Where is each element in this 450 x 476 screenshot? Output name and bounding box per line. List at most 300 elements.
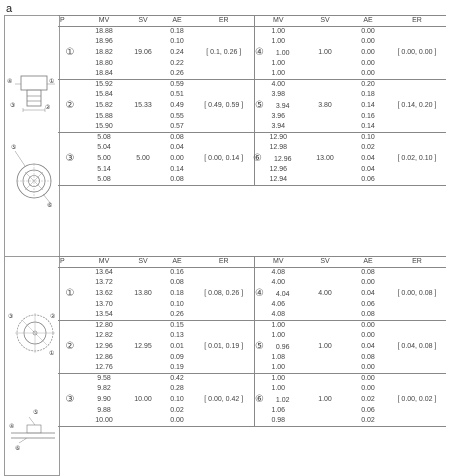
table-row bbox=[58, 321, 446, 332]
panel-a-label: a bbox=[6, 3, 13, 15]
sv-cell bbox=[126, 143, 160, 153]
table-row bbox=[58, 342, 446, 353]
er-cell-right bbox=[388, 363, 446, 374]
er-cell-right: [ 0.00, 0.02 ] bbox=[397, 396, 437, 404]
er-cell-right bbox=[388, 143, 446, 153]
ae-cell: 0.08 bbox=[170, 134, 184, 142]
ae-cell-right: 0.00 bbox=[361, 38, 375, 46]
er-cell: [ 0.00, 0.42 ] bbox=[194, 395, 254, 406]
mv-cell: 12.86 bbox=[95, 353, 113, 361]
ae-cell: 0.01 bbox=[170, 343, 184, 351]
point-id-cell bbox=[58, 384, 82, 394]
er-cell bbox=[194, 90, 254, 100]
col-header-er: ER bbox=[194, 16, 254, 27]
drawing-label-b-5: ⑤ bbox=[33, 410, 39, 416]
sv-cell-right bbox=[302, 278, 348, 288]
er-cell bbox=[194, 165, 254, 175]
er-cell bbox=[194, 363, 254, 374]
er-cell bbox=[194, 384, 254, 394]
mv-cell: 13.62 bbox=[95, 290, 113, 298]
mv-value-right: 1.02 bbox=[275, 396, 290, 404]
er-cell bbox=[194, 406, 254, 416]
ae-cell-right: 0.02 bbox=[348, 416, 388, 427]
col-header-p: P bbox=[58, 16, 82, 27]
point-id-right: ⑥ bbox=[254, 393, 264, 405]
ae-cell-right: 0.00 bbox=[361, 279, 375, 287]
table-row bbox=[58, 331, 446, 341]
er-cell-right bbox=[388, 122, 446, 133]
col-header-p: P bbox=[58, 257, 82, 268]
sv-cell-right bbox=[302, 59, 348, 69]
er-cell-right: [ 0.00, 0.00 ] bbox=[397, 49, 437, 57]
ae-cell-right: 0.20 bbox=[361, 81, 375, 89]
ae-cell: 0.10 bbox=[170, 38, 184, 46]
table-header-row bbox=[58, 257, 446, 268]
ae-cell: 0.42 bbox=[170, 375, 184, 383]
table-row bbox=[58, 27, 446, 38]
er-cell-right bbox=[388, 112, 446, 122]
mv-cell: 15.82 bbox=[95, 102, 113, 110]
table-row bbox=[58, 48, 446, 59]
er-cell-right bbox=[388, 165, 446, 175]
mv-cell-right: 1.00 bbox=[271, 59, 286, 67]
mv-cell-right: 1.00 bbox=[254, 69, 302, 80]
mv-cell: 15.90 bbox=[82, 122, 126, 133]
mv-cell-right bbox=[254, 289, 302, 300]
sv-cell-right bbox=[302, 384, 348, 394]
ae-cell: 0.19 bbox=[160, 363, 194, 374]
sv-cell bbox=[126, 122, 160, 133]
mv-cell: 12.80 bbox=[95, 322, 113, 330]
mv-cell-right: 4.08 bbox=[271, 269, 286, 277]
sv-cell-right bbox=[302, 416, 348, 427]
mv-cell: 9.88 bbox=[97, 406, 111, 414]
ae-cell-right: 0.08 bbox=[361, 353, 375, 361]
er-cell-right bbox=[388, 80, 446, 91]
sv-cell bbox=[126, 374, 160, 385]
ae-cell-right: 0.00 bbox=[348, 363, 388, 374]
sv-cell bbox=[126, 37, 160, 47]
ae-cell: 0.10 bbox=[170, 396, 184, 404]
ae-cell-right: 0.00 bbox=[361, 59, 375, 67]
table-row bbox=[58, 406, 446, 416]
sv-cell bbox=[126, 278, 160, 288]
col-header-ae-right: AE bbox=[348, 16, 388, 27]
point-id-cell bbox=[58, 27, 82, 38]
point-id-cell: ① bbox=[65, 47, 75, 59]
mv-cell: 9.58 bbox=[97, 375, 111, 383]
mv-cell: 13.72 bbox=[95, 279, 113, 287]
mv-cell: 5.00 bbox=[97, 155, 111, 163]
point-id-cell bbox=[58, 363, 82, 374]
er-cell-right: [ 0.02, 0.10 ] bbox=[397, 155, 437, 163]
ae-cell-right: 0.16 bbox=[361, 112, 375, 120]
mv-value-right: 4.04 bbox=[275, 290, 290, 298]
er-cell bbox=[194, 69, 254, 80]
sv-cell-right bbox=[302, 122, 348, 133]
ae-cell-right: 0.14 bbox=[361, 102, 375, 110]
er-cell bbox=[194, 321, 254, 332]
ae-cell-right: 0.10 bbox=[361, 134, 375, 142]
ae-cell-right: 0.00 bbox=[361, 49, 375, 57]
sv-cell-right bbox=[302, 321, 348, 332]
sv-cell bbox=[126, 353, 160, 363]
point-id-cell bbox=[58, 122, 82, 133]
point-id-cell bbox=[58, 112, 82, 122]
point-id-cell: ② bbox=[65, 100, 75, 112]
ae-cell-right: 0.00 bbox=[361, 332, 375, 340]
table-row bbox=[58, 374, 446, 385]
point-id-cell bbox=[58, 300, 82, 310]
point-id-cell bbox=[58, 331, 82, 341]
ae-cell: 0.14 bbox=[170, 165, 184, 173]
ae-cell: 0.00 bbox=[160, 416, 194, 427]
sv-cell-right bbox=[302, 175, 348, 186]
sv-cell-right: 1.00 bbox=[318, 343, 332, 351]
sv-cell bbox=[126, 321, 160, 332]
mv-cell-right: 1.00 bbox=[271, 375, 286, 383]
sv-cell bbox=[126, 165, 160, 175]
col-header-sv: SV bbox=[126, 257, 160, 268]
mv-cell: 10.00 bbox=[82, 416, 126, 427]
sv-cell: 13.80 bbox=[134, 290, 152, 298]
ae-cell-right: 0.08 bbox=[361, 269, 375, 277]
mv-cell: 13.64 bbox=[95, 269, 113, 277]
sv-cell-right bbox=[302, 268, 348, 279]
mv-cell: 12.96 bbox=[95, 343, 113, 351]
drawing-label-b-2: ② bbox=[50, 314, 56, 320]
sv-cell bbox=[126, 112, 160, 122]
mv-cell: 13.70 bbox=[95, 300, 113, 308]
sv-cell: 12.95 bbox=[134, 343, 152, 351]
sv-cell bbox=[126, 69, 160, 80]
table-row bbox=[58, 80, 446, 91]
point-id-cell bbox=[58, 321, 82, 332]
sv-cell-right bbox=[302, 331, 348, 341]
sv-cell bbox=[126, 175, 160, 186]
er-cell bbox=[194, 133, 254, 144]
table-row bbox=[58, 395, 446, 406]
table-row bbox=[58, 90, 446, 100]
er-cell bbox=[194, 416, 254, 427]
ae-cell-right: 0.06 bbox=[361, 300, 375, 308]
sv-cell-right: 13.00 bbox=[316, 155, 334, 163]
mv-cell-right: 1.00 bbox=[271, 322, 286, 330]
er-cell-right bbox=[388, 133, 446, 144]
sv-cell: 5.00 bbox=[136, 155, 150, 163]
point-id-cell bbox=[58, 90, 82, 100]
mv-cell-right bbox=[254, 101, 302, 112]
sv-cell-right bbox=[302, 133, 348, 144]
col-header-sv-right: SV bbox=[302, 257, 348, 268]
sv-cell-right: 1.00 bbox=[318, 396, 332, 404]
sv-cell bbox=[126, 310, 160, 321]
ae-cell: 0.00 bbox=[170, 155, 184, 163]
point-id-cell bbox=[58, 59, 82, 69]
sv-cell: 10.00 bbox=[134, 396, 152, 404]
sv-cell bbox=[126, 416, 160, 427]
point-id-cell bbox=[58, 165, 82, 175]
drawing-label-b-1: ① bbox=[49, 351, 55, 357]
ae-cell-right: 0.08 bbox=[348, 310, 388, 321]
panel-b-drawing bbox=[4, 256, 60, 476]
col-header-er-right: ER bbox=[388, 16, 446, 27]
mv-cell: 9.82 bbox=[97, 385, 111, 393]
table-row bbox=[58, 363, 446, 374]
sv-cell bbox=[126, 27, 160, 38]
table-row bbox=[58, 268, 446, 279]
col-header-mv: MV bbox=[82, 257, 126, 268]
table-row bbox=[58, 278, 446, 288]
er-cell bbox=[194, 122, 254, 133]
table-row bbox=[58, 122, 446, 133]
mv-cell-right: 4.08 bbox=[254, 310, 302, 321]
sv-cell-right bbox=[302, 374, 348, 385]
ae-cell: 0.59 bbox=[170, 81, 184, 89]
ae-cell: 0.09 bbox=[170, 353, 184, 361]
ae-cell-right: 0.00 bbox=[361, 28, 375, 36]
er-cell bbox=[194, 278, 254, 288]
ae-cell: 0.55 bbox=[170, 112, 184, 120]
ae-cell: 0.13 bbox=[170, 332, 184, 340]
mv-cell-right: 3.94 bbox=[254, 122, 302, 133]
point-id-right: ④ bbox=[254, 287, 264, 299]
table-row bbox=[58, 143, 446, 153]
mv-value-right: 12.96 bbox=[273, 155, 292, 163]
table-header-row bbox=[58, 16, 446, 27]
er-cell bbox=[194, 374, 254, 385]
er-cell bbox=[194, 175, 254, 186]
ae-cell-right: 0.00 bbox=[361, 385, 375, 393]
mv-cell: 12.82 bbox=[95, 332, 113, 340]
table-row bbox=[58, 101, 446, 112]
point-id-right: ⑤ bbox=[254, 99, 264, 111]
sv-cell bbox=[126, 406, 160, 416]
sv-cell-right: 1.00 bbox=[318, 49, 332, 57]
mv-cell-right: 0.98 bbox=[254, 416, 302, 427]
er-cell bbox=[194, 80, 254, 91]
sv-cell-right bbox=[302, 406, 348, 416]
er-cell-right bbox=[388, 416, 446, 427]
sv-cell bbox=[126, 300, 160, 310]
table-row bbox=[58, 384, 446, 394]
drawing-label-b-4: ④ bbox=[9, 424, 15, 430]
mv-cell: 18.88 bbox=[95, 28, 113, 36]
ae-cell: 0.16 bbox=[170, 269, 184, 277]
er-cell-right: [ 0.00, 0.08 ] bbox=[397, 290, 437, 298]
er-cell-right bbox=[388, 384, 446, 394]
er-cell bbox=[194, 59, 254, 69]
ae-cell: 0.02 bbox=[170, 406, 184, 414]
table-row bbox=[58, 300, 446, 310]
sv-cell: 19.06 bbox=[134, 49, 152, 57]
er-cell: [ 0.49, 0.59 ] bbox=[194, 101, 254, 112]
drawing-label-a-2: ② bbox=[45, 105, 51, 111]
drawing-label-a-3: ③ bbox=[10, 103, 16, 109]
sv-cell bbox=[126, 268, 160, 279]
table-row bbox=[58, 154, 446, 165]
mv-value-right: 3.94 bbox=[275, 102, 290, 110]
point-id-right: ④ bbox=[254, 46, 264, 58]
panel-a-table bbox=[58, 15, 446, 186]
table-row bbox=[58, 165, 446, 175]
col-header-ae-right: AE bbox=[348, 257, 388, 268]
point-id-cell bbox=[58, 133, 82, 144]
mv-cell-right: 3.96 bbox=[271, 112, 286, 120]
ae-cell: 0.26 bbox=[160, 69, 194, 80]
point-id-cell bbox=[58, 374, 82, 385]
ae-cell-right: 0.04 bbox=[361, 165, 375, 173]
panel-a-drawing bbox=[4, 15, 60, 261]
ae-cell: 0.57 bbox=[160, 122, 194, 133]
drawing-label-a-5: ⑤ bbox=[11, 145, 17, 151]
point-id-cell bbox=[58, 310, 82, 321]
er-cell-right bbox=[388, 331, 446, 341]
er-cell-right bbox=[388, 374, 446, 385]
col-header-ae: AE bbox=[160, 16, 194, 27]
mv-cell-right bbox=[254, 395, 302, 406]
er-cell bbox=[194, 310, 254, 321]
point-id-cell bbox=[58, 353, 82, 363]
mv-cell-right: 4.00 bbox=[271, 279, 286, 287]
ae-cell-right: 0.00 bbox=[361, 322, 375, 330]
sv-cell bbox=[126, 59, 160, 69]
panel-b-table bbox=[58, 256, 446, 427]
sv-cell bbox=[126, 384, 160, 394]
col-header-sv-right: SV bbox=[302, 16, 348, 27]
er-cell-right: [ 0.04, 0.08 ] bbox=[397, 343, 437, 351]
mv-cell: 15.92 bbox=[95, 81, 113, 89]
mv-cell: 18.96 bbox=[95, 38, 113, 46]
mv-cell: 5.14 bbox=[97, 165, 111, 173]
er-cell-right bbox=[388, 175, 446, 186]
mv-cell-right: 4.00 bbox=[271, 81, 286, 89]
sv-cell bbox=[126, 331, 160, 341]
sv-cell-right bbox=[302, 310, 348, 321]
ae-cell-right: 0.02 bbox=[361, 396, 375, 404]
mv-cell-right: 1.08 bbox=[271, 353, 286, 361]
ae-cell-right: 0.00 bbox=[361, 375, 375, 383]
sv-cell-right bbox=[302, 165, 348, 175]
er-cell-right bbox=[388, 310, 446, 321]
mv-cell: 9.90 bbox=[97, 396, 111, 404]
sv-cell-right bbox=[302, 69, 348, 80]
er-cell bbox=[194, 353, 254, 363]
drawing-label-a-4: ④ bbox=[7, 79, 13, 85]
ae-cell: 0.04 bbox=[170, 144, 184, 152]
mv-value-right: 1.00 bbox=[275, 49, 290, 57]
point-id-right: ⑤ bbox=[254, 340, 264, 352]
mv-cell-right bbox=[254, 154, 302, 165]
ae-cell: 0.24 bbox=[170, 49, 184, 57]
sv-cell-right bbox=[302, 112, 348, 122]
ae-cell: 0.08 bbox=[160, 175, 194, 186]
mv-cell-right bbox=[254, 48, 302, 59]
point-id-cell: ① bbox=[65, 288, 75, 300]
mv-cell: 18.82 bbox=[95, 49, 113, 57]
er-cell-right: [ 0.14, 0.20 ] bbox=[397, 102, 437, 110]
drawing-label-b-6: ⑥ bbox=[15, 446, 21, 452]
sv-cell-right bbox=[302, 27, 348, 38]
table-row bbox=[58, 133, 446, 144]
mv-cell-right: 12.96 bbox=[269, 165, 288, 173]
mv-cell: 18.80 bbox=[95, 59, 113, 67]
ae-cell-right: 0.04 bbox=[361, 290, 375, 298]
er-cell-right bbox=[388, 27, 446, 38]
mv-cell-right: 1.00 bbox=[271, 28, 286, 36]
sv-cell-right: 4.00 bbox=[318, 290, 332, 298]
ae-cell-right: 0.04 bbox=[361, 155, 375, 163]
er-cell bbox=[194, 37, 254, 47]
er-cell bbox=[194, 112, 254, 122]
table-row bbox=[58, 310, 446, 321]
table-row bbox=[58, 37, 446, 47]
sv-cell-right bbox=[302, 300, 348, 310]
point-id-cell bbox=[58, 278, 82, 288]
col-header-mv-right: MV bbox=[254, 16, 302, 27]
ae-cell-right: 0.14 bbox=[348, 122, 388, 133]
point-id-cell: ② bbox=[65, 341, 75, 353]
ae-cell: 0.18 bbox=[170, 28, 184, 36]
mv-cell-right: 1.00 bbox=[271, 385, 286, 393]
ae-cell: 0.51 bbox=[170, 91, 184, 99]
mv-cell-right: 1.00 bbox=[271, 38, 286, 46]
point-id-cell bbox=[58, 268, 82, 279]
er-cell-right bbox=[388, 300, 446, 310]
sv-cell: 15.33 bbox=[134, 102, 152, 110]
ae-cell: 0.26 bbox=[160, 310, 194, 321]
sv-cell-right bbox=[302, 80, 348, 91]
er-cell-right bbox=[388, 59, 446, 69]
col-header-er-right: ER bbox=[388, 257, 446, 268]
mv-cell-right: 3.98 bbox=[271, 91, 286, 99]
ae-cell-right: 0.18 bbox=[361, 91, 375, 99]
mv-cell-right: 1.00 bbox=[254, 363, 302, 374]
table-row bbox=[58, 175, 446, 186]
sv-cell bbox=[126, 133, 160, 144]
mv-cell: 12.76 bbox=[82, 363, 126, 374]
point-id-cell bbox=[58, 143, 82, 153]
mv-cell: 5.08 bbox=[82, 175, 126, 186]
mv-cell: 15.84 bbox=[95, 91, 113, 99]
panel-b-part-sketch bbox=[5, 257, 59, 475]
col-header-mv-right: MV bbox=[254, 257, 302, 268]
er-cell-right bbox=[388, 268, 446, 279]
er-cell-right bbox=[388, 90, 446, 100]
table-row bbox=[58, 59, 446, 69]
er-cell-right bbox=[388, 406, 446, 416]
mv-cell-right: 12.94 bbox=[254, 175, 302, 186]
er-cell: [ 0.08, 0.26 ] bbox=[194, 289, 254, 300]
ae-cell: 0.08 bbox=[170, 279, 184, 287]
sv-cell-right bbox=[302, 37, 348, 47]
col-header-er: ER bbox=[194, 257, 254, 268]
table-row bbox=[58, 416, 446, 427]
table-row bbox=[58, 353, 446, 363]
ae-cell-right: 0.04 bbox=[361, 343, 375, 351]
sv-cell bbox=[126, 363, 160, 374]
mv-cell-right: 12.98 bbox=[269, 144, 288, 152]
er-cell bbox=[194, 143, 254, 153]
point-id-cell bbox=[58, 69, 82, 80]
sv-cell-right bbox=[302, 363, 348, 374]
sv-cell bbox=[126, 80, 160, 91]
point-id-cell bbox=[58, 80, 82, 91]
er-cell-right bbox=[388, 278, 446, 288]
er-cell bbox=[194, 268, 254, 279]
mv-cell: 5.08 bbox=[97, 134, 111, 142]
point-id-cell bbox=[58, 37, 82, 47]
